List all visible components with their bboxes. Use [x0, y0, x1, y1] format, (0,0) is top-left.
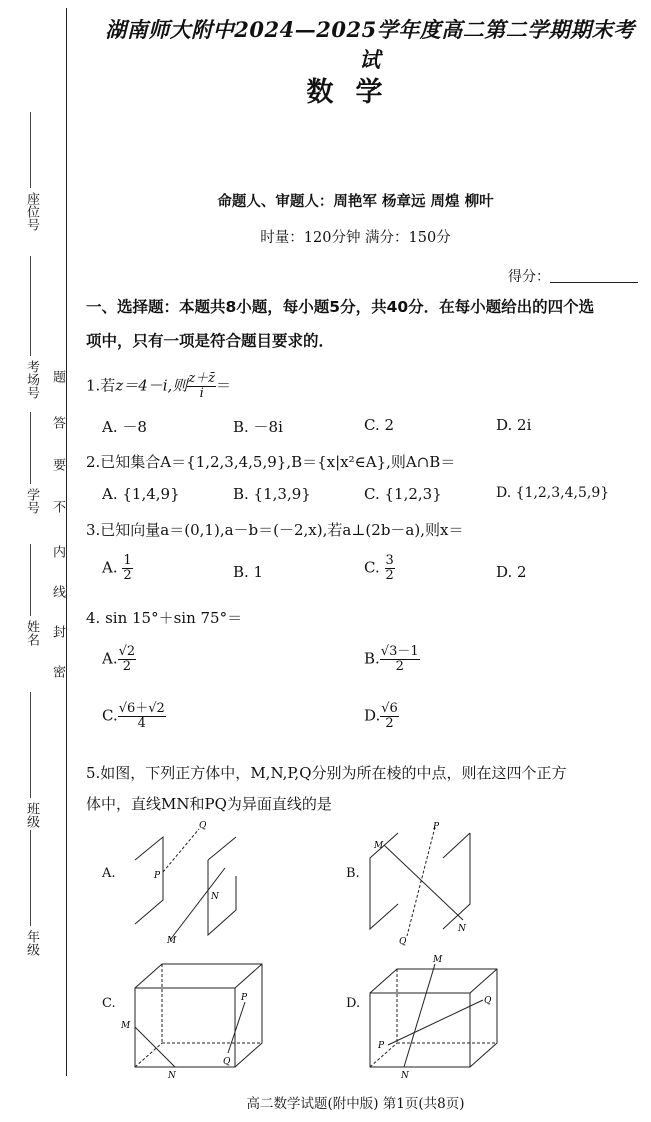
fig-d-label[interactable]: D.: [346, 996, 361, 1011]
field-class: 班级: [24, 802, 39, 828]
q1-prefix: 1.若: [86, 376, 116, 395]
time-score-line: 时量：120分钟 满分：150分: [260, 230, 451, 246]
fig-b-point-n: N: [458, 924, 466, 934]
q4-c-num: √6＋√2: [118, 701, 165, 716]
q2-option-a[interactable]: A. {1,4,9}: [102, 485, 180, 503]
q3-c-den: 2: [385, 568, 394, 583]
q4-a-den: 2: [122, 659, 132, 674]
field-grade: 年级: [24, 930, 39, 956]
q1-frac-den: i: [199, 386, 204, 401]
seal-char: 不: [50, 500, 65, 513]
fig-c-point-p: P: [241, 993, 248, 1003]
q1-frac-num: z＋z̄: [188, 371, 216, 386]
fig-a-point-q: Q: [199, 821, 207, 831]
authors-line: 命题人、审题人：周艳军 杨章远 周煌 柳叶: [217, 194, 494, 210]
q3-option-d[interactable]: D. 2: [496, 563, 527, 581]
question-4-stem: 4. sin 15°＋sin 75°＝: [86, 609, 243, 627]
field-name: 姓名: [24, 620, 39, 646]
q3-a-den: 2: [123, 568, 132, 583]
fig-d-point-p: P: [378, 1041, 385, 1051]
seal-char: 线: [50, 585, 65, 598]
fig-c-label[interactable]: C.: [102, 996, 116, 1011]
subject-title: 数学: [306, 77, 405, 108]
exam-title: 湖南师大附中2024—2025学年度高二第二学期期末考试: [105, 17, 635, 72]
q4-a-num: √2: [118, 644, 136, 659]
fig-d-line-mn: [404, 964, 435, 1067]
fig-a-label[interactable]: A.: [102, 866, 116, 881]
q1-option-d[interactable]: D. 2i: [496, 416, 532, 434]
q4-d-den: 2: [385, 716, 394, 731]
q1-option-a[interactable]: A. －8: [102, 418, 147, 436]
q4-d-label: D.: [364, 706, 381, 725]
q3-option-b[interactable]: B. 1: [233, 563, 264, 581]
q1-option-b[interactable]: B. －8i: [233, 418, 283, 436]
seal-char: 要: [50, 458, 65, 471]
q4-a-label: A.: [102, 649, 118, 668]
fig-b-point-p: P: [433, 822, 440, 832]
fig-c-point-m: M: [121, 1021, 131, 1031]
question-3-stem: 3.已知向量a＝(0,1),a－b＝(－2,x),若a⊥(2b－a),则x＝: [86, 521, 464, 539]
section-title-line2: 项中，只有一项是符合题目要求的．: [86, 332, 335, 350]
fig-d-edge: [470, 969, 497, 993]
seal-char: 内: [50, 545, 65, 558]
field-room: 考场号: [24, 360, 39, 399]
q4-d-num: √6: [381, 701, 398, 716]
section-title-line1: 一、选择题：本题共8小题，每小题5分，共40分．在每小题给出的四个选: [86, 298, 595, 316]
q4-b-label: B.: [364, 649, 380, 668]
fig-d-point-m: M: [433, 955, 443, 965]
q1-option-c[interactable]: C. 2: [364, 416, 395, 434]
fig-d-point-q: Q: [484, 996, 492, 1006]
fig-b-point-q: Q: [399, 937, 407, 947]
question-2-stem: 2.已知集合A＝{1,2,3,4,5,9},B＝{x|x²∈A},则A∩B＝: [86, 453, 456, 471]
page-footer: 高二数学试题(附中版) 第1页(共8页): [246, 1096, 465, 1112]
q3-c-num: 3: [385, 553, 394, 568]
fig-b-label[interactable]: B.: [346, 866, 360, 881]
q3-c-label: C.: [364, 558, 380, 577]
q5-stem-line1: 5.如图，下列正方体中，M,N,P,Q分别为所在棱的中点，则在这四个正方: [86, 764, 567, 782]
q1-body: z＝4－i,则: [115, 376, 188, 395]
q2-option-d[interactable]: D. {1,2,3,4,5,9}: [496, 485, 610, 501]
fig-c-point-n: N: [168, 1071, 176, 1081]
q3-a-label: A.: [102, 558, 118, 577]
fig-a-point-p: P: [154, 871, 161, 881]
seal-char: 答: [50, 416, 65, 429]
seal-char: 密: [50, 665, 65, 678]
q4-c-den: 4: [137, 716, 146, 731]
q4-c-label: C.: [102, 706, 118, 725]
q2-option-c[interactable]: C. {1,2,3}: [364, 485, 442, 503]
field-number: 学号: [24, 488, 39, 514]
fig-c-point-q: Q: [223, 1057, 231, 1067]
fig-a-point-m: M: [167, 936, 177, 946]
fig-b-point-m: M: [374, 841, 384, 851]
q3-a-num: 1: [123, 553, 132, 568]
seal-char: 封: [50, 625, 65, 638]
fig-d-line-pq: [388, 1000, 483, 1045]
fig-d-back-edges: [370, 969, 497, 1067]
q2-option-b[interactable]: B. {1,3,9}: [233, 485, 311, 503]
field-seat: 座位号: [24, 192, 39, 231]
q4-b-den: 2: [395, 659, 404, 674]
score-label: 得分：: [508, 269, 550, 285]
q4-b-num: √3－1: [380, 644, 419, 659]
fig-d-point-n: N: [401, 1071, 409, 1081]
q5-stem-line2: 体中，直线MN和PQ为异面直线的是: [86, 795, 332, 813]
fig-a-point-n: N: [211, 892, 219, 902]
seal-char: 题: [50, 370, 65, 383]
q1-suffix: ＝: [216, 376, 232, 395]
